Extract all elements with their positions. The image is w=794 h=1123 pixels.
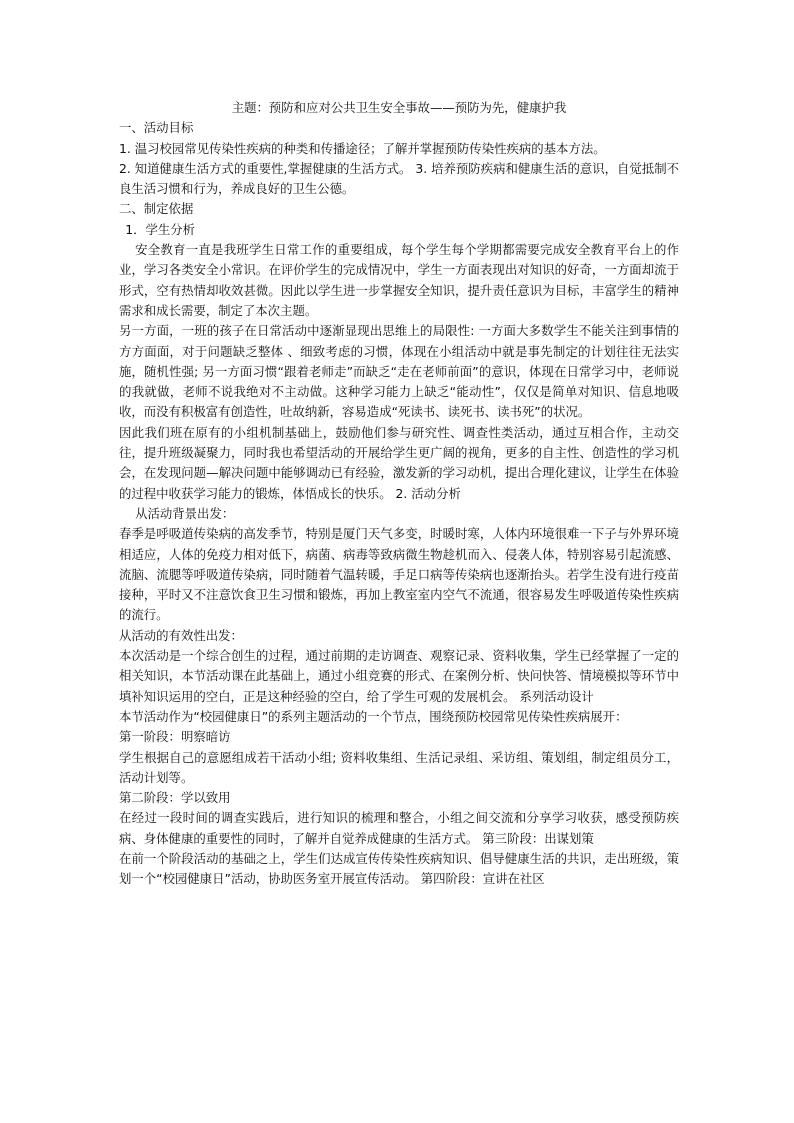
paragraph-student-2: 另一方面，一班的孩子在日常活动中逐渐显现出思维上的局限性: 一方面大多数学生不能关注到事情的方方面面，对于问题缺乏整体 、细致考虑的习惯，体现在小组活动中就是事先制定的计划往往无法实施，随机性强; 另一方面习惯“跟着老师走”而缺乏“走在老师前面”的意识，体现在日常学习中，老师说的我就做，老师不说我绝对不主动做。这种学习能力上缺乏“能动性”，仅仅是简单对知识、信息地吸收，而没有积极富有创造性，吐故纳新，容易造成“死读书、读死书、读书死”的状况。 [119,323,679,420]
section-heading-basis: 二、制定依据 [119,201,194,217]
background-heading: 从活动背景出发： [135,505,235,521]
stage-2-heading: 第二阶段：学以致用 [119,790,231,806]
paragraph-background: 春季是呼吸道传染病的高发季节，特别是厦门天气多变，时暖时寒，人体内环境很难一下子与外界环境相适应，人体的免疫力相对低下，病菌、病毒等致病微生物趁机而入、侵袭人体，特别容易引起流感、流脑、流腮等呼吸道传染病，同时随着气温转暖，手足口病等传染病也逐渐抬头。若学生没有进行疫苗接种，平时又不注意饮食卫生习惯和锻炼，再加上教室室内空气不流通，很容易发生呼吸道传染性疾病的流行。 [119,526,679,623]
document-title: 主题：预防和应对公共卫生安全事故——预防为先，健康护我 [231,100,567,115]
subsection-heading-student-analysis: 1．学生分析 [125,221,196,237]
paragraph-student-3: 因此我们班在原有的小组机制基础上，鼓励他们参与研究性、调查性类活动，通过互相合作，主动交往，提升班级凝聚力，同时我也希望活动的开展给学生更广阔的视角，更多的自主性、创造性的学习机会，在发现问题—解决问题中能够调动已有经验，激发新的学习动机，提出合理化建议，让学生在体验的过程中收获学习能力的锻炼，体悟成长的快乐。 2. 活动分析 [119,424,679,501]
paragraph-student-1: 安全教育一直是我班学生日常工作的重要组成，每个学生每个学期都需要完成安全教育平台上的作业，学习各类安全小常识。在评价学生的完成情况中，学生一方面表现出对知识的好奇，一方面却流于形式，空有热情却收效甚微。因此以学生进一步掌握安全知识，提升责任意识为目标，丰富学生的精神需求和成长需要，制定了本次主题。 [119,242,679,318]
effectiveness-heading: 从活动的有效性出发： [119,627,243,643]
goal-item-1: 1. 温习校园常见传染性疾病的种类和传播途径；了解并掌握预防传染性疾病的基本方法。 [119,140,606,156]
paragraph-stage-2: 在经过一段时间的调查实践后，进行知识的梳理和整合，小组之间交流和分享学习收获，感受预防疾病、身体健康的重要性的同时，了解并自觉养成健康的生活方式。 第三阶段：出谋划策 [119,810,679,846]
stage-1-heading: 第一阶段：明察暗访 [119,729,231,745]
document-page [119,98,679,890]
paragraph-stage-1: 学生根据自己的意愿组成若干活动小组; 资料收集组、生活记录组、采访组、策划组，制定组员分工，活动计划等。 [119,749,679,785]
section-heading-goals: 一、活动目标 [119,120,194,136]
goal-items-2-3: 2. 知道健康生活方式的重要性,掌握健康的生活方式。 3. 培养预防疾病和健康生活的意识，自觉抵制不良生活习惯和行为，养成良好的卫生公德。 [119,160,679,197]
paragraph-effectiveness: 本次活动是一个综合创生的过程，通过前期的走访调查、观察记录、资料收集，学生已经掌握了一定的相关知识，本节活动课在此基础上，通过小组竞赛的形式、在案例分析、快问快答、情境模拟等环节中填补知识运用的空白，正是这种经验的空白，给了学生可观的发展机会。 系列活动设计 [119,648,679,704]
paragraph-series: 本节活动作为“校园健康日”的系列主题活动的一个节点，围绕预防校园常见传染性疾病展开： [119,708,628,724]
paragraph-stage-3: 在前一个阶段活动的基础之上，学生们达成宣传传染性疾病知识、倡导健康生活的共识，走出班级，策划一个“校园健康日”活动，协助医务室开展宣传活动。 第四阶段：宣讲在社区 [119,850,679,887]
